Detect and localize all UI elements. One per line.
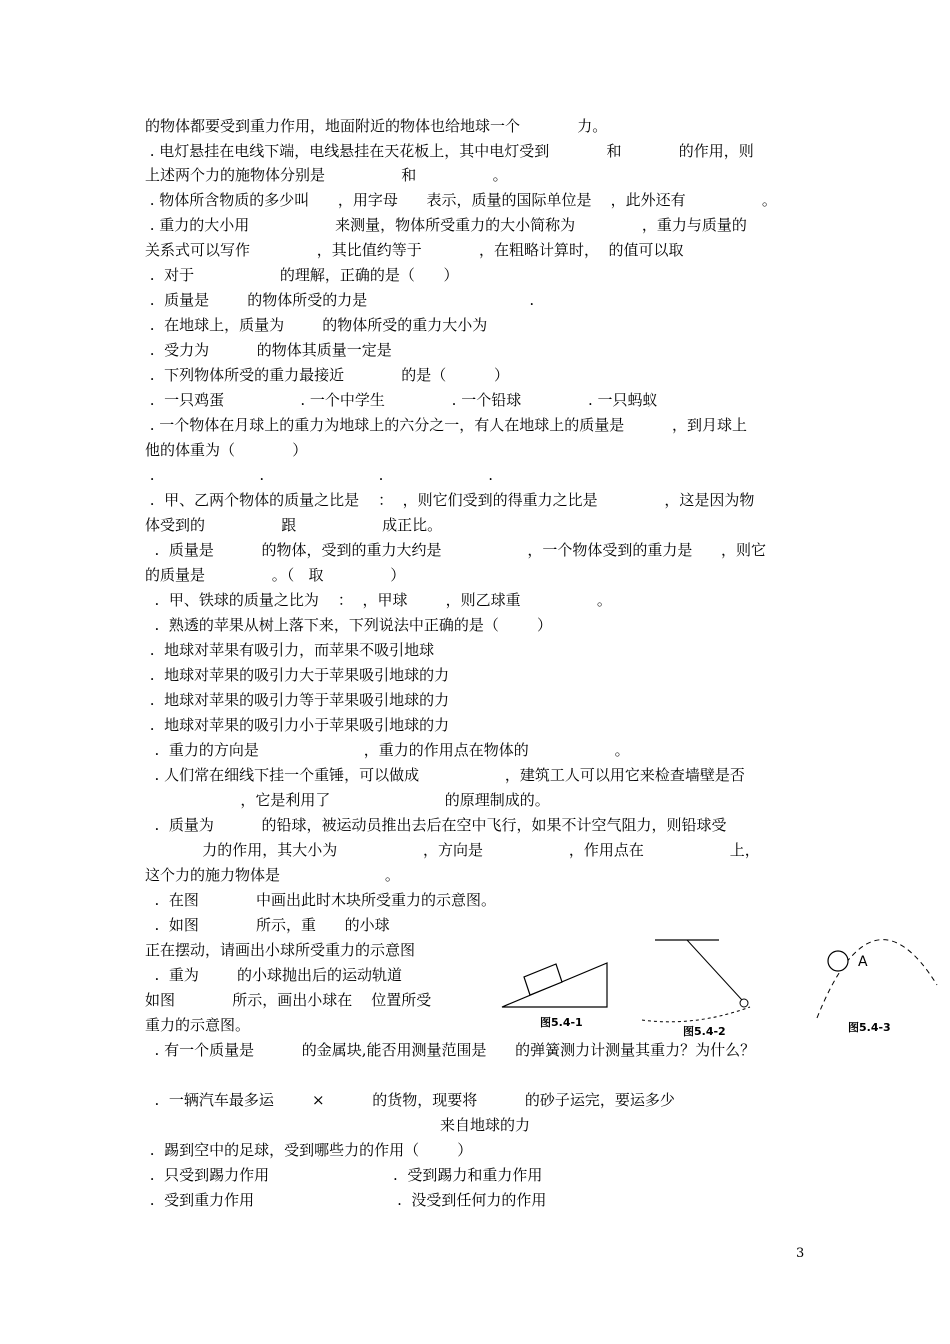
figure-caption: 图5.4-2	[683, 1025, 726, 1038]
pendulum-string	[687, 940, 742, 1000]
page-number: 3	[796, 1246, 805, 1261]
pendulum-ball	[740, 999, 748, 1007]
text-line: . 电灯悬挂在电线下端，电线悬挂在天花板上，其中电灯受到 和 的作用，则	[145, 142, 754, 160]
text-line: . 踢到空中的足球，受到哪些力的作用（ ）	[145, 1141, 473, 1159]
text-line: . 一只鸡蛋 . 一个中学生 . 一个铅球 . 一只蚂蚁	[145, 391, 658, 409]
text-line: . 重力的大小用 来测量，物体所受重力的大小简称为 ，重力与质量的	[145, 216, 747, 234]
text-line: . 甲、乙两个物体的质量之比是 ： ，则它们受到的得重力之比是 ，这是因为物	[145, 491, 755, 509]
text-line: . 质量是 的物体，受到的重力大约是 ，一个物体受到的重力是 ，则它	[145, 541, 766, 559]
text-line: . 人们常在细线下挂一个重锤，可以做成 ，建筑工人可以用它来检查墙壁是否	[145, 766, 745, 784]
text-line: . 对于 的理解，正确的是（ ）	[145, 266, 459, 284]
text-line: . 一辆汽车最多运 × 的货物，现要将 的砂子运完，要运多少	[145, 1091, 675, 1109]
text-line: 如图 所示，画出小球在 位置所受	[145, 991, 432, 1009]
text-line: 力的作用，其大小为 ，方向是 ，作用点在 上，	[145, 841, 760, 859]
text-line: . 有一个质量是 的金属块,能否用测量范围是 的弹簧测力计测量其重力？为什么？	[145, 1041, 756, 1059]
figure-caption: 图5.4-3	[848, 1021, 891, 1034]
text-line: 的质量是 。（ 取 ）	[145, 566, 406, 584]
text-line: . 只受到踢力作用 . 受到踢力和重力作用	[145, 1166, 543, 1184]
text-line: 正在摆动，请画出小球所受重力的示意图	[145, 941, 416, 959]
text-line: . 地球对苹果的吸引力大于苹果吸引地球的力	[145, 666, 450, 684]
text-line: . 如图 所示，重 的小球	[145, 916, 390, 934]
trajectory-figure	[812, 920, 942, 1020]
text-line: . 地球对苹果的吸引力小于苹果吸引地球的力	[145, 716, 450, 734]
text-line: 上述两个力的施物体分别是 和 。	[145, 166, 508, 184]
text-line: . 在图 中画出此时木块所受重力的示意图。	[145, 891, 497, 909]
text-line: . 地球对苹果的吸引力等于苹果吸引地球的力	[145, 691, 450, 709]
text-line: . 质量是 的物体所受的力是 .	[145, 291, 535, 309]
text-line: . 一个物体在月球上的重力为地球上的六分之一，有人在地球上的质量是 ，到月球上	[145, 416, 747, 434]
text-line: . 物体所含物质的多少叫 ，用字母 表示，质量的国际单位是 ，此外还有 。	[145, 191, 777, 209]
swing-arc-dashed	[642, 1007, 750, 1022]
text-line: 这个力的施力物体是 。	[145, 866, 400, 884]
text-line: . 在地球上，质量为 的物体所受的重力大小为	[145, 316, 488, 334]
text-line: . 受到重力作用 . 没受到任何力的作用	[145, 1191, 547, 1209]
text-line: 他的体重为（ ）	[145, 441, 308, 459]
text-line: . . . .	[145, 466, 494, 484]
text-line: . 受力为 的物体其质量一定是	[145, 341, 392, 359]
text-line: ，它是利用了 的原理制成的。	[145, 791, 550, 809]
text-line: 体受到的 跟 成正比。	[145, 516, 443, 534]
ball-at-a	[828, 951, 848, 971]
text-line: . 重力的方向是 ，重力的作用点在物体的 。	[145, 741, 630, 759]
text-line: . 重为 的小球抛出后的运动轨道	[145, 966, 402, 984]
text-line: 的物体都要受到重力作用，地面附近的物体也给地球一个 力。	[145, 117, 608, 135]
point-a-label: A	[858, 954, 868, 970]
text-line: 来自地球的力	[440, 1116, 531, 1134]
figure-caption: 图5.4-1	[540, 1016, 583, 1029]
incline-block-figure	[500, 955, 615, 1010]
text-line: . 熟透的苹果从树上落下来，下列说法中正确的是（ ）	[145, 616, 552, 634]
text-line: 关系式可以写作 ，其比值约等于 ，在粗略计算时， 的值可以取	[145, 241, 684, 259]
text-line: 重力的示意图。	[145, 1016, 251, 1034]
text-line: . 甲、铁球的质量之比为 ： ，甲球 ，则乙球重 。	[145, 591, 612, 609]
wooden-block	[524, 964, 562, 995]
text-line: . 质量为 的铅球，被运动员推出去后在空中飞行，如果不计空气阻力，则铅球受	[145, 816, 727, 834]
text-line: . 地球对苹果有吸引力，而苹果不吸引地球	[145, 641, 435, 659]
pendulum-figure	[640, 935, 765, 1025]
text-line: . 下列物体所受的重力最接近 的是（ ）	[145, 366, 509, 384]
